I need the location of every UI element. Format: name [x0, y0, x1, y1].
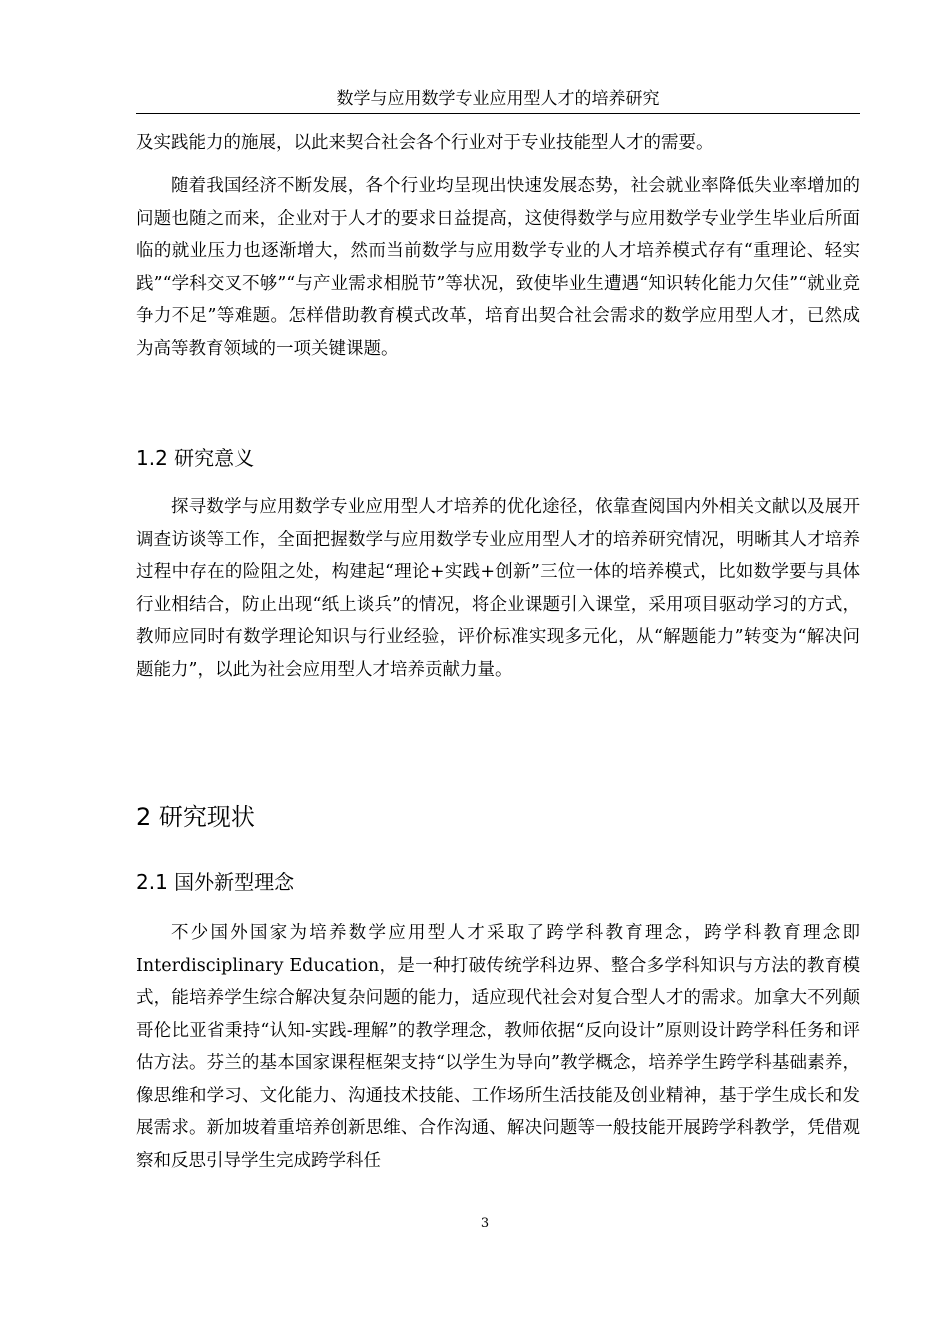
section-heading-1-2: 1.2 研究意义: [136, 446, 255, 470]
paragraph-continuation: 及实践能力的施展，以此来契合社会各个行业对于专业技能型人才的需要。: [136, 133, 714, 153]
paragraph-background: 随着我国经济不断发展，各个行业均呈现出快速发展态势，社会就业率降低失业率增加的问题也随之而来，企业对于人才的要求日益提高，这使得数学与应用数学专业学生毕业后所面临的就业压力也逐渐增大，然而当前数学与应用数学专业的人才培养模式存有“重理论、轻实践”“学科交叉不够”“与产业需求相脱节”等状况，致使毕业生遭遇“知识转化能力欠佳”“就业竞争力不足”等难题。怎样借助教育模式改革，培育出契合社会需求的数学应用型人才，已然成为高等教育领域的一项关键课题。: [136, 176, 860, 359]
running-header: 数学与应用数学专业应用型人才的培养研究: [336, 89, 660, 109]
paragraph-significance: 探寻数学与应用数学专业应用型人才培养的优化途径，依靠查阅国内外相关文献以及展开调查访谈等工作，全面把握数学与应用数学专业应用型人才的培养研究情况，明晰其人才培养过程中存在的险阻之处，构建起“理论+实践+创新”三位一体的培养模式，比如数学要与具体行业相结合，防止出现“纸上谈兵”的情况，将企业课题引入课堂，采用项目驱动学习的方式，教师应同时有数学理论知识与行业经验，评价标准实现多元化，从“解题能力”转变为“解决问题能力”，以此为社会应用型人才培养贡献力量。: [136, 497, 860, 680]
header-rule: [136, 113, 860, 114]
page-number: 3: [480, 1216, 490, 1231]
chapter-heading-2: 2 研究现状: [136, 803, 255, 831]
paragraph-foreign-concepts: 不少国外国家为培养数学应用型人才采取了跨学科教育理念，跨学科教育理念即Interdisciplinary Education，是一种打破传统学科边界、整合多学科知识与方法的教育模式，能培养学生综合解决复杂问题的能力，适应现代社会对复合型人才的需求。加拿大不列颠哥伦比亚省秉持“认知-实践-理解”的教学理念，教师依据“反向设计”原则设计跨学科任务和评估方法。芬兰的基本国家课程框架支持“以学生为导向”教学概念，培养学生跨学科基础素养，像思维和学习、文化能力、沟通技术技能、工作场所生活技能及创业精神，基于学生成长和发展需求。新加坡着重培养创新思维、合作沟通、解决问题等一般技能开展跨学科教学，凭借观察和反思引导学生完成跨学科任: [136, 923, 860, 1171]
section-heading-2-1: 2.1 国外新型理念: [136, 870, 295, 894]
